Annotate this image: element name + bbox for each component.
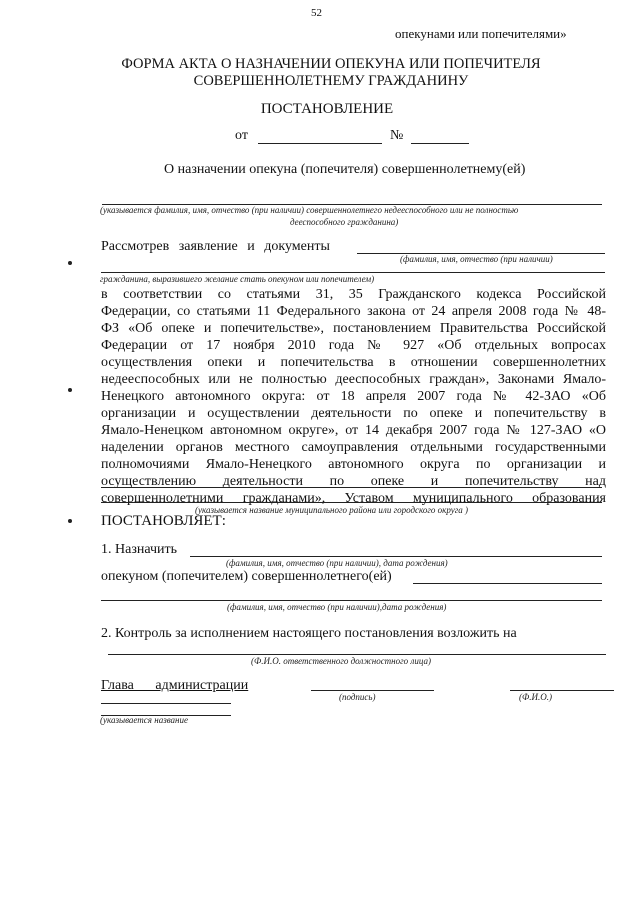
body-line: осуществлению деятельности по опеке и попечительству над: [101, 474, 606, 489]
margin-dot: [68, 519, 72, 523]
body-line: осуществления опеки и попечительства в отношении совершеннолетних: [101, 355, 606, 370]
title-field[interactable]: [101, 703, 231, 704]
form-title-line1: ФОРМА АКТА О НАЗНАЧЕНИИ ОПЕКУНА ИЛИ ПОПЕЧИТЕЛЯ: [121, 56, 541, 72]
page-number: 52: [311, 7, 322, 19]
ward-field-2[interactable]: [101, 600, 602, 601]
applicant-fio-caption: (фамилия, имя, отчество (при наличии): [400, 254, 553, 264]
applicant-name-field-2[interactable]: [101, 272, 605, 273]
form-title-line2: СОВЕРШЕННОЛЕТНЕМУ ГРАЖДАНИНУ: [193, 73, 469, 89]
municipality-field[interactable]: [101, 487, 602, 488]
appointee-caption: (фамилия, имя, отчество (при наличии), дата рождения): [226, 558, 448, 568]
body-line: Ненецкого автономного округа: от 18 апреля 2007 года № 42-ЗАО «Об: [101, 389, 606, 404]
body-line: недееспособных или не полностью дееспособных граждан», Законами Ямало-: [101, 372, 606, 387]
item1-label: 1. Назначить: [101, 542, 178, 557]
body-line: Ямало-Ненецком автономном округе», от 14 декабря 2007 года № 127-ЗАО «О: [101, 423, 606, 438]
body-line: ФЗ «Об опеке и попечительстве», постановлением Правительства Российской: [101, 321, 606, 336]
body-line: совершеннолетними гражданами», Уставом муниципального образования: [101, 491, 606, 506]
margin-dot: [68, 261, 72, 265]
body-line: организации и осуществлении деятельности по опеке и попечительству в: [101, 406, 606, 421]
body-paragraph: [101, 286, 606, 507]
municipality-field-2[interactable]: [101, 502, 602, 503]
municipality-caption: (указывается название муниципального района или городского округа ): [195, 505, 469, 515]
ward-caption: (фамилия, имя, отчество (при наличии),дата рождения): [227, 602, 447, 612]
appointee-name-field[interactable]: [190, 556, 602, 557]
title-caption: (указывается название: [100, 715, 189, 725]
number-label: №: [390, 128, 404, 143]
applicant-caption: гражданина, выразившего желание стать опекуном или попечителем): [100, 274, 375, 284]
head-label: Глава администрации: [101, 678, 249, 693]
guardian-label: опекуном (попечителем) совершеннолетнего(ей): [101, 569, 392, 584]
signature-field[interactable]: [311, 690, 434, 691]
body-line: наделении органов местного самоуправления отдельными государственными: [101, 440, 606, 455]
date-label: от: [235, 128, 248, 143]
responsible-caption: (Ф.И.О. ответственного должностного лица): [251, 656, 431, 666]
considered-label: Рассмотрев заявление и документы: [101, 239, 330, 254]
item2-text: 2. Контроль за исполнением настоящего постановления возложить на: [101, 626, 517, 641]
margin-dot: [68, 388, 72, 392]
responsible-field[interactable]: [108, 654, 606, 655]
body-line: Федерации от 17 ноября 2010 года № 927 «Об отдельных вопросах: [101, 338, 606, 353]
ward-field[interactable]: [413, 583, 602, 584]
date-field[interactable]: [258, 143, 382, 144]
signature-caption: (подпись): [339, 692, 376, 702]
resolves-heading: ПОСТАНОВЛЯЕТ:: [101, 513, 226, 529]
body-line: полномочиями Ямало-Ненецкого автономного округа по организации и: [101, 457, 606, 472]
body-line: Федерации, со статьями 11 Федерального закона от 24 апреля 2008 года № 48-: [101, 304, 606, 319]
doc-type-heading: ПОСТАНОВЛЕНИЕ: [260, 101, 394, 117]
top-fragment: опекунами или попечителями»: [395, 26, 567, 41]
subject-line: О назначении опекуна (попечителя) совершеннолетнему(ей): [164, 162, 526, 177]
body-line: в соответствии со статьями 31, 35 Гражданского кодекса Российской: [101, 287, 606, 302]
number-field[interactable]: [411, 143, 469, 144]
name-caption: (Ф.И.О.): [519, 692, 552, 702]
name-field[interactable]: [510, 690, 614, 691]
ward-caption-line1: (указывается фамилия, имя, отчество (при наличии) совершеннолетнего недееспособного или не полностью: [100, 205, 519, 215]
ward-caption-line2: дееспособного гражданина): [290, 217, 399, 227]
